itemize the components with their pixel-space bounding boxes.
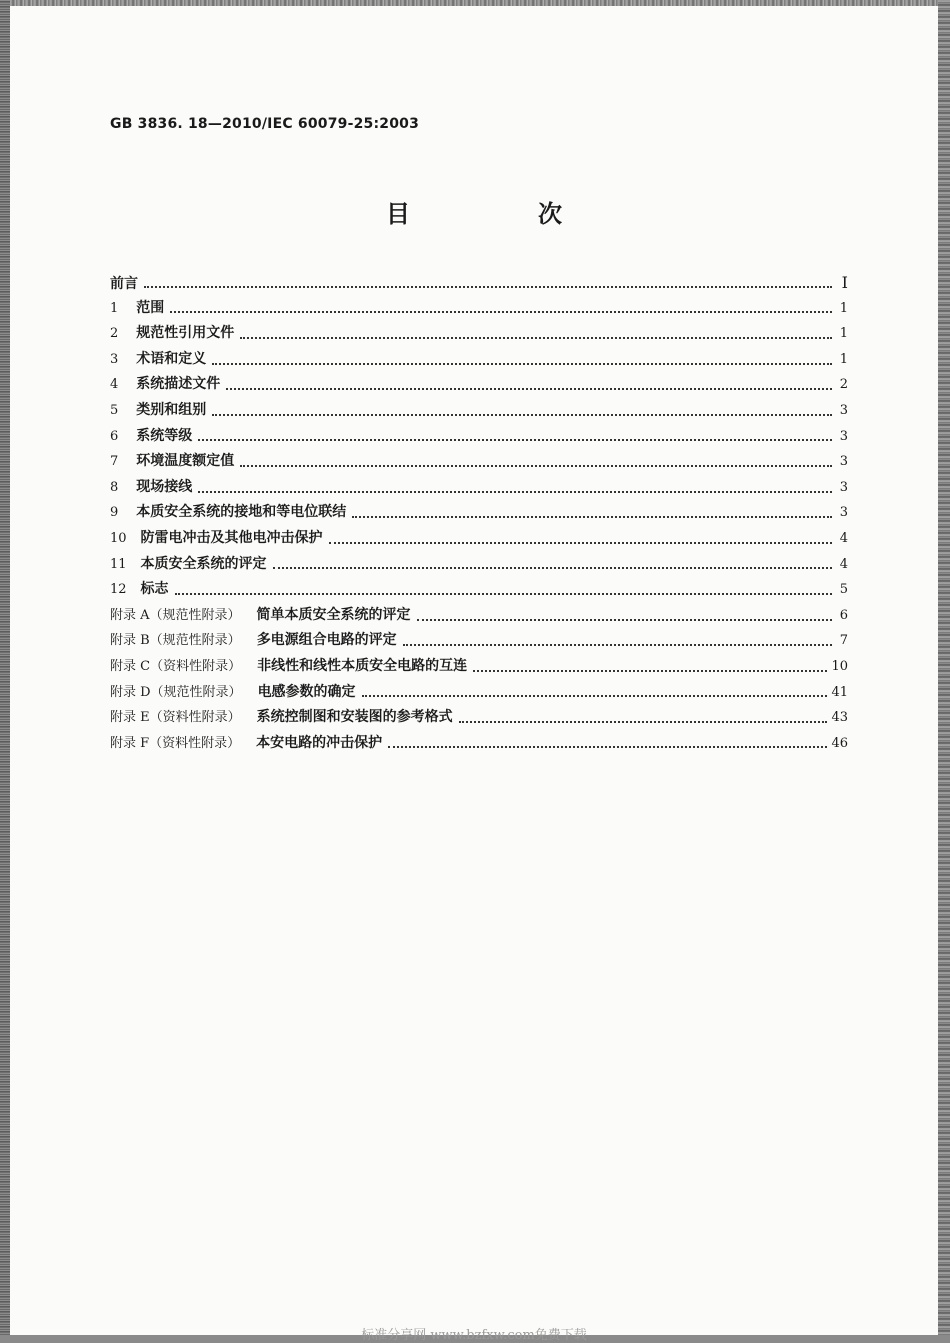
toc-leader-dots xyxy=(212,414,832,416)
toc-entry-page: 43 xyxy=(831,710,848,726)
toc-entry-label: 类别和组别 xyxy=(136,401,207,418)
toc-entry-number: 12 xyxy=(110,582,127,598)
toc-entry-label: 术语和定义 xyxy=(136,350,207,367)
toc-entry-page: 2 xyxy=(839,377,848,393)
toc-entry-page: 1 xyxy=(839,300,848,316)
page-title: 目 次 xyxy=(386,200,614,228)
toc-leader-dots xyxy=(226,388,832,390)
toc-entry-number: 附录 B（规范性附录） xyxy=(110,633,241,649)
toc-leader-dots xyxy=(473,670,827,672)
toc-entry[interactable] xyxy=(110,449,848,475)
toc-entry[interactable] xyxy=(110,424,848,450)
toc-entry-label: 现场接线 xyxy=(136,478,193,495)
toc-leader-dots xyxy=(198,439,832,441)
toc-entry-page: 3 xyxy=(839,505,848,521)
toc-entry-number: 8 xyxy=(110,479,119,495)
toc-entry-page: 7 xyxy=(839,633,848,649)
toc-entry-label: 本质安全系统的接地和等电位联结 xyxy=(136,504,347,521)
toc-entry-number: 5 xyxy=(110,402,119,418)
toc-entry-label: 多电源组合电路的评定 xyxy=(256,632,397,649)
toc-entry-page: 1 xyxy=(839,351,848,367)
watermark: 标准分享网 www.bzfxw.com免费下载 xyxy=(361,1328,587,1343)
toc-entry-page: 4 xyxy=(839,556,848,572)
toc-entry-number: 附录 E（资料性附录） xyxy=(110,710,241,726)
toc-leader-dots xyxy=(240,465,832,467)
toc-entry-number: 9 xyxy=(110,505,119,521)
toc-entry[interactable] xyxy=(110,270,848,296)
toc-entry-label: 防雷电冲击及其他电冲击保护 xyxy=(140,529,323,546)
toc-entry-page: 1 xyxy=(839,326,848,342)
toc-leader-dots xyxy=(352,516,832,518)
toc-entry-page: 6 xyxy=(839,607,848,623)
toc-entry[interactable] xyxy=(110,372,848,398)
toc-entry-page: 3 xyxy=(839,402,848,418)
toc-entry-number: 1 xyxy=(110,300,119,316)
toc-entry[interactable] xyxy=(110,680,848,706)
document-page xyxy=(10,6,938,1343)
toc-entry[interactable] xyxy=(110,296,848,322)
toc-entry-number: 11 xyxy=(110,556,127,572)
toc-entry-page: 46 xyxy=(831,735,848,751)
toc-entry[interactable] xyxy=(110,731,848,757)
toc-entry-page: Ⅰ xyxy=(841,273,848,292)
toc-entry[interactable] xyxy=(110,603,848,629)
toc-entry-page: 3 xyxy=(839,428,848,444)
toc-entry[interactable] xyxy=(110,526,848,552)
toc-entry-page: 41 xyxy=(831,684,848,700)
toc-entry-number: 7 xyxy=(110,454,119,470)
toc-leader-dots xyxy=(273,567,832,569)
toc-entry-label: 系统描述文件 xyxy=(136,376,221,393)
toc-entry-number: 附录 A（规范性附录） xyxy=(110,607,241,623)
toc-entry[interactable] xyxy=(110,398,848,424)
toc-entry-label: 范围 xyxy=(136,299,165,316)
toc-entry-label: 电感参数的确定 xyxy=(257,683,356,700)
table-of-contents xyxy=(110,270,848,756)
toc-leader-dots xyxy=(417,619,832,621)
toc-entry[interactable] xyxy=(110,705,848,731)
toc-leader-dots xyxy=(198,491,832,493)
toc-entry-label: 前言 xyxy=(110,276,138,292)
toc-entry-number: 附录 D（规范性附录） xyxy=(110,684,242,700)
toc-entry-number: 3 xyxy=(110,351,119,367)
toc-entry-label: 本质安全系统的评定 xyxy=(140,555,267,572)
toc-entry[interactable] xyxy=(110,628,848,654)
toc-entry[interactable] xyxy=(110,552,848,578)
toc-entry[interactable] xyxy=(110,347,848,373)
toc-entry[interactable] xyxy=(110,654,848,680)
toc-leader-dots xyxy=(329,542,832,544)
toc-entry-label: 非线性和线性本质安全电路的互连 xyxy=(257,657,468,674)
toc-leader-dots xyxy=(388,746,827,748)
standard-code: GB 3836. 18—2010/IEC 60079-25:2003 xyxy=(110,116,420,132)
toc-entry-number: 2 xyxy=(110,326,119,342)
toc-entry-label: 系统等级 xyxy=(136,427,193,444)
toc-entry-page: 5 xyxy=(839,582,848,598)
toc-entry[interactable] xyxy=(110,321,848,347)
toc-entry-number: 4 xyxy=(110,377,119,393)
scan-edge-left xyxy=(0,0,10,1335)
toc-entry-number: 6 xyxy=(110,428,119,444)
toc-entry[interactable] xyxy=(110,500,848,526)
toc-entry-number: 附录 F（资料性附录） xyxy=(110,735,241,751)
toc-leader-dots xyxy=(459,721,828,723)
toc-entry-page: 10 xyxy=(831,658,848,674)
scan-edge-right xyxy=(938,0,950,1335)
toc-leader-dots xyxy=(212,363,832,365)
toc-entry-page: 4 xyxy=(839,530,848,546)
toc-entry-label: 本安电路的冲击保护 xyxy=(256,734,383,751)
toc-entry-label: 标志 xyxy=(140,581,169,598)
toc-entry-label: 规范性引用文件 xyxy=(136,325,235,342)
toc-leader-dots xyxy=(403,644,832,646)
toc-entry-label: 环境温度额定值 xyxy=(136,453,235,470)
toc-entry-label: 简单本质安全系统的评定 xyxy=(256,606,411,623)
toc-leader-dots xyxy=(362,695,828,697)
toc-leader-dots xyxy=(144,286,832,288)
toc-entry-page: 3 xyxy=(839,454,848,470)
toc-leader-dots xyxy=(240,337,832,339)
toc-entry[interactable] xyxy=(110,577,848,603)
toc-leader-dots xyxy=(175,593,832,595)
toc-entry-label: 系统控制图和安装图的参考格式 xyxy=(256,709,453,726)
toc-entry[interactable] xyxy=(110,475,848,501)
toc-entry-number: 附录 C（资料性附录） xyxy=(110,658,242,674)
toc-leader-dots xyxy=(170,311,832,313)
toc-entry-number: 10 xyxy=(110,530,127,546)
toc-entry-page: 3 xyxy=(839,479,848,495)
